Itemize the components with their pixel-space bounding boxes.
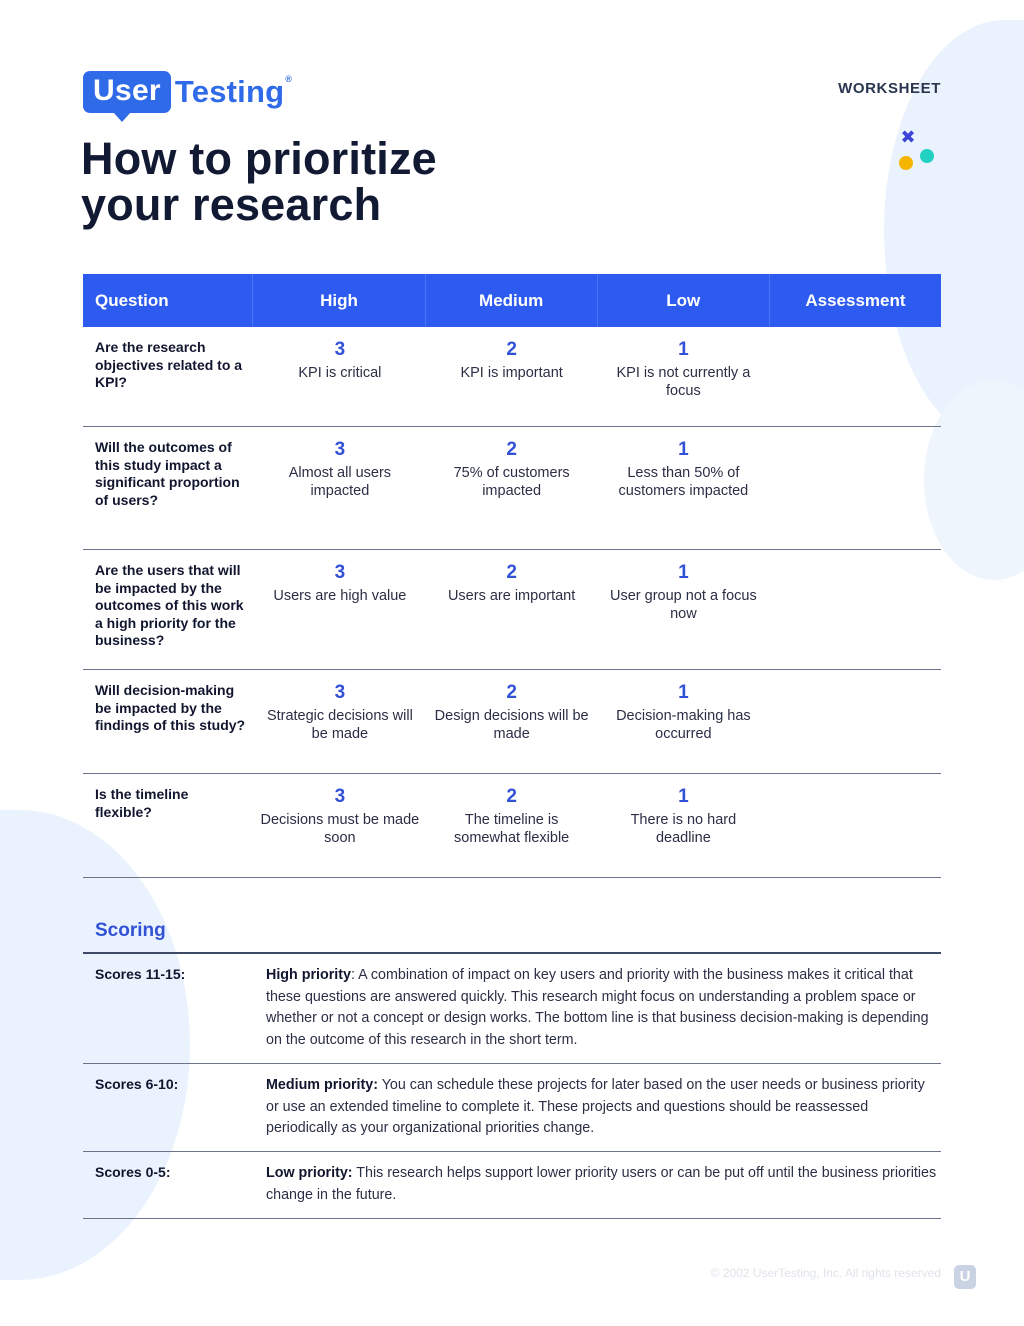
low-option: [598, 427, 770, 549]
medium-description: Users are important: [447, 588, 576, 604]
question-text: Are the research objectives related to a KPI?: [95, 339, 243, 390]
assessment-cell[interactable]: [769, 427, 941, 549]
medium-description: 75% of customers impacted: [453, 465, 570, 499]
page-title-line-1: How to prioritize: [81, 133, 437, 184]
assessment-cell[interactable]: [769, 327, 941, 426]
medium-option: [426, 327, 598, 426]
priority-label: Medium priority:: [266, 1077, 378, 1093]
table-row: [83, 427, 941, 550]
column-header-low: Low: [598, 274, 770, 327]
teal-dot-icon: [920, 149, 934, 163]
high-score: 3: [334, 786, 346, 807]
high-score: 3: [334, 439, 346, 460]
question-text: Is the timeline flexible?: [95, 786, 189, 820]
column-header-assessment: Assessment: [805, 290, 906, 310]
medium-description: The timeline is somewhat flexible: [454, 812, 570, 846]
medium-description: Design decisions will be made: [434, 708, 589, 742]
low-score: 1: [678, 339, 689, 360]
logo-user-bubble: User: [83, 71, 171, 113]
medium-option: [426, 670, 598, 773]
usertesting-mark-icon: U: [954, 1265, 976, 1289]
sparkle-icon: ✖: [900, 127, 916, 147]
scoring-title: Scoring: [83, 910, 941, 954]
scoring-section: [83, 910, 941, 1219]
table-row: [83, 327, 941, 427]
medium-score: 2: [506, 439, 517, 460]
low-option: [598, 550, 770, 669]
low-description: KPI is not currently a focus: [616, 365, 751, 399]
medium-score: 2: [506, 562, 517, 583]
low-description: Less than 50% of customers impacted: [618, 465, 749, 499]
high-option: [254, 670, 426, 773]
low-option: [598, 327, 770, 426]
page-title-line-2: your research: [81, 179, 382, 230]
question-text: Will decision-making be impacted by the findings of this study?: [95, 682, 246, 733]
medium-option: [426, 774, 598, 877]
high-score: 3: [334, 562, 346, 583]
high-description: Decisions must be made soon: [260, 812, 420, 846]
page-title: [81, 133, 437, 230]
score-description: [266, 954, 941, 1063]
priority-text: This research helps support lower priority users or can be put off until the business priorities change in the future.: [266, 1165, 937, 1203]
low-score: 1: [678, 786, 689, 807]
score-description: [266, 1064, 941, 1151]
high-option: [254, 774, 426, 877]
column-header-question: Question: [83, 274, 253, 327]
priority-label: Low priority:: [266, 1165, 353, 1181]
low-score: 1: [678, 562, 689, 583]
low-score: 1: [678, 439, 689, 460]
low-score: 1: [678, 682, 689, 703]
score-description: [266, 1152, 941, 1218]
question-text: Are the users that will be impacted by the outcomes of this work a high priority for the business?: [95, 562, 244, 648]
assessment-cell[interactable]: [769, 670, 941, 773]
logo-testing-word: Testing: [174, 74, 285, 109]
assessment-cell[interactable]: [769, 550, 941, 669]
high-option: [254, 550, 426, 669]
high-score: 3: [334, 339, 346, 360]
usertesting-logo: [83, 70, 292, 114]
scoring-row-low: [83, 1152, 941, 1219]
medium-option: [426, 550, 598, 669]
high-description: Almost all users impacted: [288, 465, 392, 499]
scoring-row-high: [83, 954, 941, 1064]
worksheet-label: WORKSHEET: [838, 80, 941, 97]
medium-score: 2: [506, 786, 517, 807]
low-description: User group not a focus now: [610, 588, 757, 622]
logo-testing-text: [175, 74, 292, 110]
medium-score: 2: [506, 339, 517, 360]
assessment-cell[interactable]: [769, 774, 941, 877]
copyright-text: © 2002 UserTesting, Inc. All rights reserved: [710, 1266, 941, 1280]
prioritization-table: [83, 274, 941, 878]
low-description: Decision-making has occurred: [616, 708, 751, 742]
table-row: [83, 670, 941, 774]
high-description: KPI is critical: [298, 365, 382, 381]
decorative-dots: [896, 128, 940, 178]
medium-option: [426, 427, 598, 549]
logo-registered-mark: ®: [285, 74, 293, 84]
table-row: [83, 550, 941, 670]
low-option: [598, 774, 770, 877]
high-description: Strategic decisions will be made: [266, 708, 413, 742]
priority-label: High priority: [266, 967, 351, 983]
score-range: Scores 6-10:: [95, 1076, 179, 1092]
column-header-high: High: [253, 274, 425, 327]
medium-description: KPI is important: [460, 365, 563, 381]
priority-text: You can schedule these projects for later based on the user needs or business priority or use an extended timeline to complete it. These projects and questions should be reassessed periodically as your organizational priorities change.: [266, 1077, 925, 1136]
high-description: Users are high value: [273, 588, 407, 604]
high-score: 3: [334, 682, 346, 703]
yellow-dot-icon: [899, 156, 913, 170]
column-header-medium: Medium: [426, 274, 598, 327]
score-range: Scores 11-15:: [95, 966, 186, 982]
table-header: [83, 274, 941, 327]
medium-score: 2: [506, 682, 517, 703]
high-option: [254, 427, 426, 549]
high-option: [254, 327, 426, 426]
question-text: Will the outcomes of this study impact a significant proportion of users?: [95, 439, 240, 508]
low-description: There is no hard deadline: [630, 812, 737, 846]
score-range: Scores 0-5:: [95, 1164, 171, 1180]
low-option: [598, 670, 770, 773]
table-row: [83, 774, 941, 878]
priority-text: : A combination of impact on key users and priority with the business makes it critical that these questions are answered quickly. This research might focus on understanding a problem space or whether or not a concept or design works. The bottom line is that business decision-making is depending on the outcome of this research in the short term.: [266, 967, 929, 1048]
scoring-row-medium: [83, 1064, 941, 1152]
